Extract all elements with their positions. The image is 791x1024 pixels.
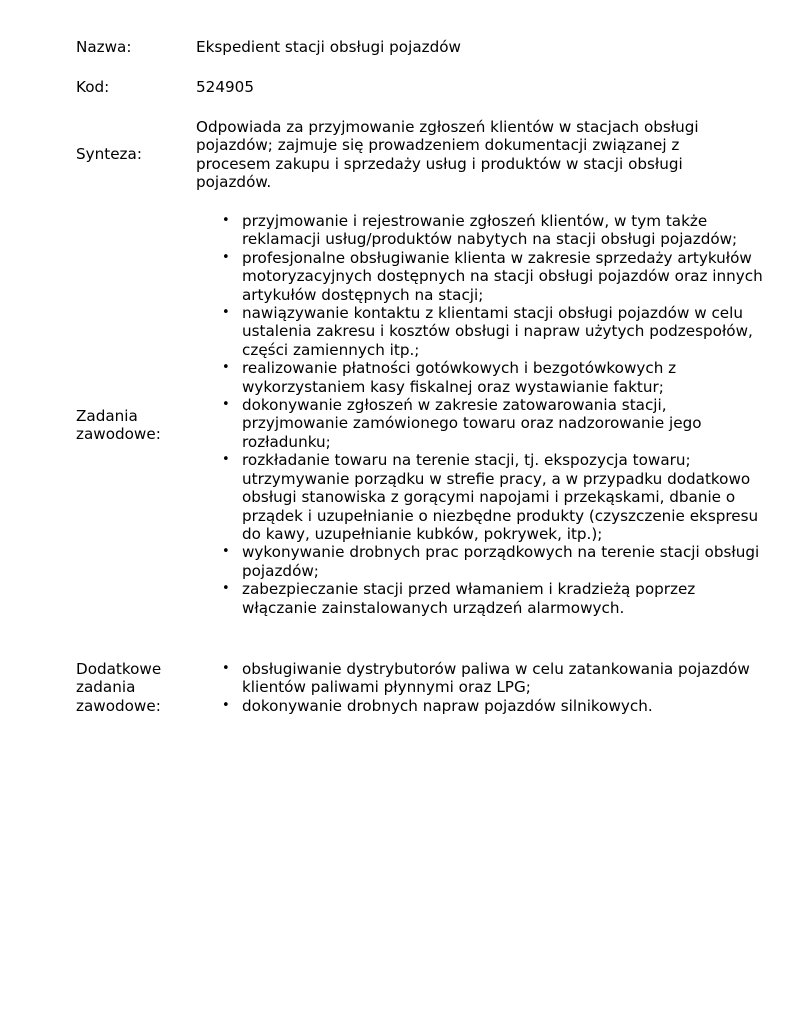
list-item-text: wykonywanie drobnych prac porządkowych na terenie stacji obsługi pojazdów; — [242, 543, 760, 580]
list-item — [196, 396, 766, 451]
list-item — [196, 212, 766, 249]
list-item-text: przyjmowanie i rejestrowanie zgłoszeń klientów, w tym także reklamacji usług/produktów nabytych na stacji obsługi pojazdów; — [242, 212, 738, 249]
kod-value: 524905 — [196, 78, 254, 96]
bullet-icon: • — [222, 305, 230, 321]
list-item — [196, 249, 766, 304]
bullet-icon: • — [222, 213, 230, 228]
bullet-icon: • — [222, 249, 230, 265]
dodatkowe-label: Dodatkowe zadania zawodowe: — [76, 660, 162, 715]
list-item-text: zabezpieczanie stacji przed włamaniem i kradzieżą poprzez włączanie zainstalowanych urządzeń alarmowych. — [242, 580, 696, 617]
bullet-icon: • — [222, 544, 230, 560]
list-item — [196, 697, 766, 715]
list-item — [196, 451, 766, 543]
bullet-icon: • — [222, 697, 230, 713]
list-item — [196, 660, 766, 697]
kod-label: Kod: — [76, 78, 110, 96]
list-item-text: dokonywanie drobnych napraw pojazdów silnikowych. — [242, 696, 653, 715]
zadania-list — [196, 212, 766, 617]
dodatkowe-list — [196, 660, 766, 715]
nazwa-value: Ekspedient stacji obsługi pojazdów — [196, 38, 461, 56]
bullet-icon: • — [222, 452, 230, 468]
bullet-icon: • — [222, 397, 230, 413]
nazwa-label: Nazwa: — [76, 38, 132, 56]
bullet-icon: • — [222, 581, 230, 597]
zadania-label: Zadania zawodowe: — [76, 407, 161, 444]
synteza-value: Odpowiada za przyjmowanie zgłoszeń klientów w stacjach obsługi pojazdów; zajmuje się prowadzeniem dokumentacji związanej z procesem zakupu i sprzedaży usług i produktów w stacji obsługi pojazdów. — [196, 118, 699, 192]
list-item — [196, 543, 766, 580]
list-item — [196, 304, 766, 359]
bullet-icon: • — [222, 360, 230, 376]
bullet-icon: • — [222, 661, 230, 676]
synteza-label: Synteza: — [76, 145, 142, 163]
list-item-text: realizowanie płatności gotówkowych i bezgotówkowych z wykorzystaniem kasy fiskalnej oraz wystawianie faktur; — [242, 359, 677, 396]
list-item — [196, 580, 766, 617]
list-item-text: obsługiwanie dystrybutorów paliwa w celu zatankowania pojazdów klientów paliwami płynnymi oraz LPG; — [242, 660, 750, 697]
list-item-text: dokonywanie zgłoszeń w zakresie zatowarowania stacji, przyjmowanie zamówionego towaru oraz nadzorowanie jego rozładunku; — [242, 396, 702, 451]
list-item — [196, 359, 766, 396]
list-item-text: nawiązywanie kontaktu z klientami stacji obsługi pojazdów w celu ustalenia zakresu i kosztów obsługi i napraw użytych podzespołów, części zamiennych itp.; — [242, 304, 753, 359]
list-item-text: profesjonalne obsługiwanie klienta w zakresie sprzedaży artykułów motoryzacyjnych dostępnych na stacji obsługi pojazdów oraz innych artykułów dostępnych na stacji; — [242, 248, 763, 304]
list-item-text: rozkładanie towaru na terenie stacji, tj. ekspozycja towaru; utrzymywanie porządku w strefie pracy, a w przypadku dodatkowo obsługi stanowiska z gorącymi napojami i przekąskami, dbanie o prządek i uzupełnianie o niezbędne produkty (czyszczenie ekspresu do kawy, uzupełnianie kubków, pokrywek, itp.); — [242, 451, 759, 543]
